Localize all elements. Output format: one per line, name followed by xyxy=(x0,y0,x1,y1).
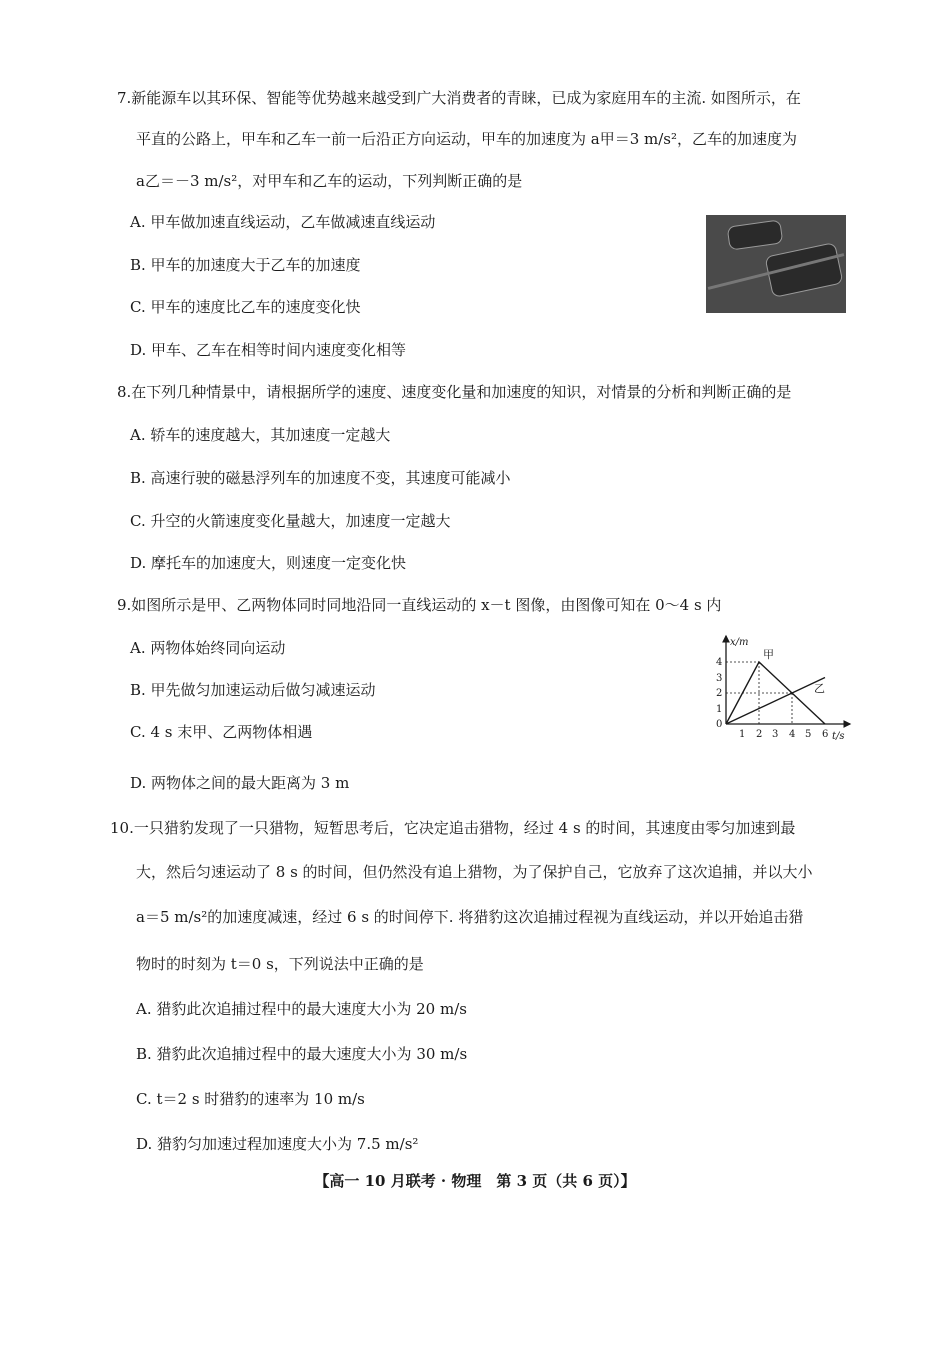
car-photo xyxy=(706,215,846,313)
q10-stem-line3: a＝5 m/s²的加速度减速，经过 6 s 的时间停下. 将猎豹这次追捕过程视为直线运动，并以开始追击猎 xyxy=(136,908,804,926)
x-tick-2: 2 xyxy=(756,729,763,740)
q8-option-a: A. 轿车的速度越大，其加速度一定越大 xyxy=(130,426,391,444)
q8-stem: 8.在下列几种情景中，请根据所学的速度、速度变化量和加速度的知识，对情景的分析和判断正确的是 xyxy=(117,383,792,401)
q7-option-a: A. 甲车做加速直线运动，乙车做减速直线运动 xyxy=(130,213,436,231)
y-tick-3: 3 xyxy=(716,673,723,684)
label-jia: 甲 xyxy=(763,648,774,661)
xt-graph xyxy=(708,632,858,750)
q8-option-c: C. 升空的火箭速度变化量越大，加速度一定越大 xyxy=(130,512,451,530)
q7-option-b: B. 甲车的加速度大于乙车的加速度 xyxy=(130,256,361,274)
q7-stem-line1: 7.新能源车以其环保、智能等优势越来越受到广大消费者的青睐，已成为家庭用车的主流. 如图所示，在 xyxy=(117,89,801,107)
q10-stem-line4: 物时的时刻为 t＝0 s，下列说法中正确的是 xyxy=(136,955,424,973)
q8-option-b: B. 高速行驶的磁悬浮列车的加速度不变，其速度可能减小 xyxy=(130,469,511,487)
y-tick-0: 0 xyxy=(716,719,723,730)
q7-stem-line2: 平直的公路上，甲车和乙车一前一后沿正方向运动，甲车的加速度为 a甲＝3 m/s²，乙车的加速度为 xyxy=(136,130,798,148)
q10-option-a: A. 猎豹此次追捕过程中的最大速度大小为 20 m/s xyxy=(136,1000,467,1018)
x-tick-5: 5 xyxy=(805,729,812,740)
q7-stem-line3: a乙＝－3 m/s²，对甲车和乙车的运动，下列判断正确的是 xyxy=(136,172,523,190)
page-footer: 【高一 10 月联考 · 物理 第 3 页（共 6 页）】 xyxy=(314,1172,636,1190)
q7-option-d: D. 甲车、乙车在相等时间内速度变化相等 xyxy=(130,341,407,359)
q10-stem-line2: 大，然后匀速运动了 8 s 的时间，但仍然没有追上猎物，为了保护自己，它放弃了这次追捕，并以大小 xyxy=(136,863,813,881)
x-axis-label: t/s xyxy=(832,731,845,742)
q9-option-c: C. 4 s 末甲、乙两物体相遇 xyxy=(130,723,313,741)
q10-option-c: C. t＝2 s 时猎豹的速率为 10 m/s xyxy=(136,1090,365,1108)
y-axis-label: x/m xyxy=(730,637,749,648)
q9-option-a: A. 两物体始终同向运动 xyxy=(130,639,286,657)
q7-option-c: C. 甲车的速度比乙车的速度变化快 xyxy=(130,298,361,316)
q10-option-d: D. 猎豹匀加速过程加速度大小为 7.5 m/s² xyxy=(136,1135,419,1153)
y-tick-2: 2 xyxy=(716,688,723,699)
q10-stem-line1: 10.一只猎豹发现了一只猎物，短暂思考后，它决定追击猎物，经过 4 s 的时间，其速度由零匀加速到最 xyxy=(110,819,796,837)
label-yi: 乙 xyxy=(814,682,825,695)
x-tick-4: 4 xyxy=(789,729,796,740)
x-tick-6: 6 xyxy=(822,729,829,740)
q8-option-d: D. 摩托车的加速度大，则速度一定变化快 xyxy=(130,554,407,572)
q10-option-b: B. 猎豹此次追捕过程中的最大速度大小为 30 m/s xyxy=(136,1045,468,1063)
y-tick-1: 1 xyxy=(716,704,723,715)
x-tick-3: 3 xyxy=(772,729,779,740)
y-tick-4: 4 xyxy=(716,657,723,668)
q9-option-d: D. 两物体之间的最大距离为 3 m xyxy=(130,774,350,792)
x-tick-1: 1 xyxy=(739,729,746,740)
q9-stem: 9.如图所示是甲、乙两物体同时同地沿同一直线运动的 x－t 图像，由图像可知在 0～4 s 内 xyxy=(117,596,722,614)
line-yi xyxy=(726,678,825,725)
q9-option-b: B. 甲先做匀加速运动后做匀减速运动 xyxy=(130,681,376,699)
